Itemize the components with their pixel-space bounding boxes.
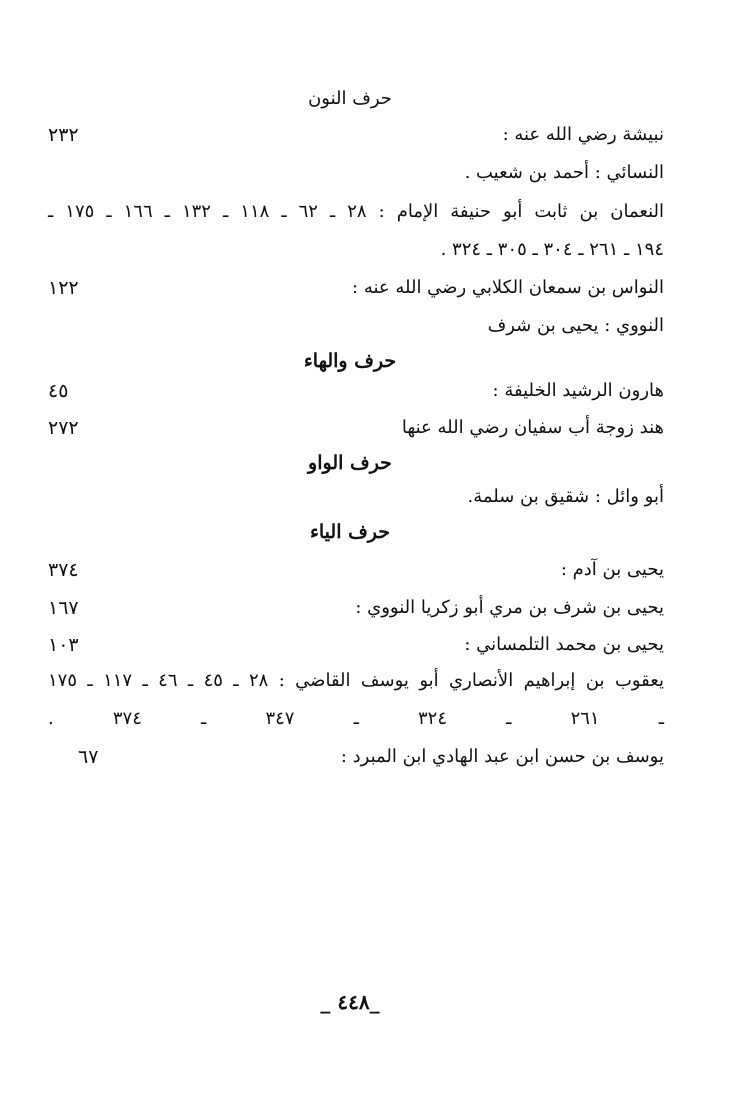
- entry-page-number: ١٢٢: [48, 277, 79, 299]
- index-entry-continuation: [48, 702, 664, 736]
- index-entry: [48, 271, 664, 305]
- entry-pages: ـ ٢٦١ ـ ٣٢٤ ـ ٣٤٧ ـ ٣٧٤ .: [48, 708, 665, 729]
- entry-name: هند زوجة أب سفيان رضي الله عنها: [401, 417, 664, 438]
- entry-page-number: ٦٧: [78, 746, 99, 768]
- index-entry: [48, 553, 664, 587]
- section-heading-ya: حرف الياء: [309, 521, 391, 543]
- index-entry: [48, 195, 664, 229]
- entry-name: النعمان بن ثابت أبو حنيفة الإمام : ٢٨ ـ ٦٢ ـ ١١٨ ـ ١٣٢ ـ ١٦٦ ـ ١٧٥ ـ: [48, 201, 664, 222]
- entry-name: نبيشة رضي الله عنه :: [502, 124, 664, 145]
- entry-page-number: ٣٧٤: [48, 559, 79, 581]
- entry-name: يحيى بن آدم :: [560, 559, 664, 580]
- index-entry: [48, 309, 664, 343]
- entry-name: يعقوب بن إبراهيم الأنصاري أبو يوسف القاضي : ٢٨ ـ ٤٥ ـ ٤٦ ـ ١١٧ ـ ١٧٥: [48, 670, 664, 691]
- index-entry: [48, 628, 664, 662]
- section-heading-waw: حرف الواو: [308, 452, 392, 474]
- entry-name: يوسف بن حسن ابن عبد الهادي ابن المبرد :: [340, 746, 664, 767]
- entry-page-number: ٢٣٢: [48, 124, 79, 146]
- entry-page-number: ٢٧٢: [48, 417, 79, 439]
- index-entry: [48, 156, 664, 190]
- entry-name: النسائي : أحمد بن شعيب .: [464, 162, 664, 183]
- entry-name: يحيى بن شرف بن مري أبو زكريا النووي :: [355, 597, 664, 618]
- index-entry: [48, 664, 664, 698]
- entry-name: أبو وائل : شقيق بن سلمة.: [467, 486, 664, 507]
- page-number: _٤٤٨ _: [320, 990, 380, 1014]
- index-entry: [48, 591, 664, 625]
- entry-name: النواس بن سمعان الكلابي رضي الله عنه :: [352, 277, 664, 298]
- entry-name: يحيى بن محمد التلمساني :: [464, 634, 664, 655]
- entry-name: النووي : يحيى بن شرف: [487, 315, 664, 336]
- entry-pages: ١٩٤ ـ ٢٦١ ـ ٣٠٤ ـ ٣٠٥ ـ ٣٢٤ .: [440, 239, 664, 260]
- entry-page-number: ١٠٣: [48, 634, 79, 656]
- entry-page-number: ١٦٧: [48, 597, 79, 619]
- entry-page-number: ٤٥: [48, 380, 69, 402]
- index-entry: [48, 374, 664, 408]
- entry-name: هارون الرشيد الخليفة :: [492, 380, 664, 401]
- section-heading-nun: حرف النون: [308, 88, 392, 109]
- section-heading-ha: حرف والهاء: [303, 350, 397, 372]
- index-entry: [48, 480, 664, 514]
- index-entry: [48, 411, 664, 445]
- index-entry-continuation: [48, 233, 664, 267]
- index-entry: [48, 740, 664, 774]
- index-entry: [48, 118, 664, 152]
